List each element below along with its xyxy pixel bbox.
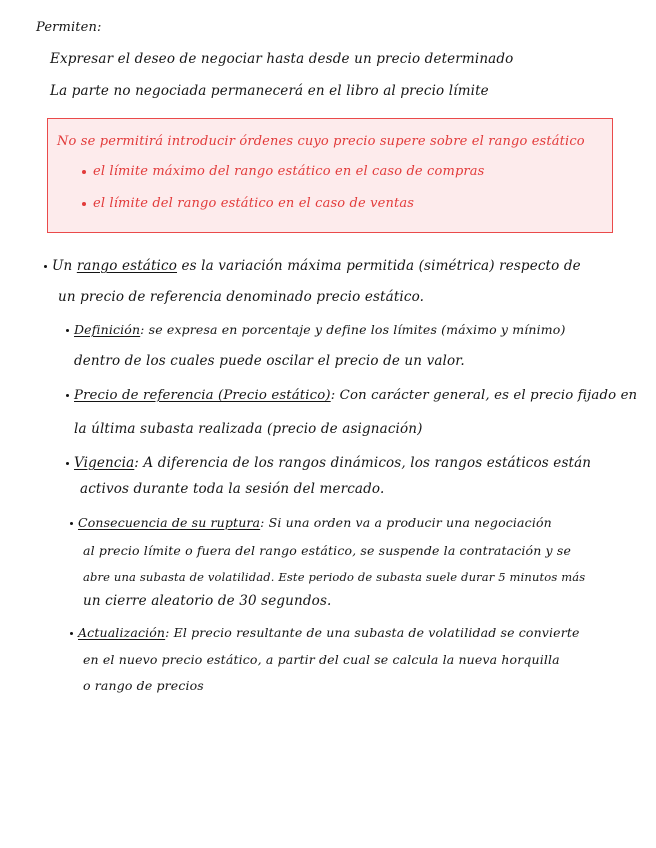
item-consecuencia-line-2: al precio límite o fuera del rango estático, se suspende la contratación y se	[83, 543, 572, 558]
item-actualizacion-line-2: en el nuevo precio estático, a partir del cual se calcula la nueva horquilla	[83, 652, 560, 667]
item-definicion-line-2: dentro de los cuales puede oscilar el precio de un valor.	[74, 353, 465, 369]
definition-line-2: un precio de referencia denominado precio estático.	[58, 289, 425, 305]
item-definicion-term: Definición	[74, 322, 141, 337]
bullet-icon	[66, 329, 69, 332]
bullet-icon	[44, 265, 47, 268]
item-actualizacion-term: Actualización	[78, 625, 166, 640]
item-vigencia-line-1	[66, 455, 591, 471]
definition-term: rango estático	[76, 258, 178, 274]
bullet-icon	[66, 394, 69, 397]
notice-bullet-2	[82, 196, 414, 211]
item-precio-term: Precio de referencia (Precio estático)	[74, 388, 331, 403]
notice-bullet-1-text: el límite máximo del rango estático en el caso de compras	[93, 164, 485, 179]
bullet-icon	[82, 202, 86, 206]
notice-bullet-1	[82, 164, 485, 179]
bullet-icon	[70, 522, 73, 525]
item-consecuencia-line-4: un cierre aleatorio de 30 segundos.	[83, 593, 332, 609]
intro-line-2: La parte no negociada permanecerá en el libro al precio límite	[50, 83, 489, 99]
item-consecuencia-term: Consecuencia de su ruptura	[78, 515, 261, 530]
bullet-icon	[66, 462, 69, 465]
definition-line-1-rest: es la variación máxima permitida (simétrica) respecto de	[181, 258, 581, 274]
item-definicion-rest: : se expresa en porcentaje y define los límites (máximo y mínimo)	[140, 322, 566, 337]
item-vigencia-line-2: activos durante toda la sesión del mercado.	[80, 481, 385, 497]
item-precio-rest: : Con carácter general, es el precio fijado en	[330, 388, 638, 403]
item-actualizacion-rest: : El precio resultante de una subasta de volatilidad se convierte	[165, 625, 580, 640]
item-actualizacion-line-1	[70, 625, 580, 640]
bullet-icon	[70, 632, 73, 635]
item-precio-line-1	[66, 388, 637, 403]
page-heading: Permiten:	[36, 20, 102, 35]
notice-line: No se permitirá introducir órdenes cuyo precio supere sobre el rango estático	[57, 134, 585, 149]
item-consecuencia-line-1	[70, 515, 552, 530]
notice-bullet-2-text: el límite del rango estático en el caso de ventas	[93, 196, 415, 211]
item-actualizacion-line-3-text: o rango de precios	[83, 678, 204, 693]
item-precio-line-2: la última subasta realizada (precio de asignación)	[74, 421, 423, 437]
item-vigencia-term: Vigencia	[74, 455, 135, 471]
definition-prefix: Un	[52, 258, 73, 274]
item-consecuencia-line-3: abre una subasta de volatilidad. Este periodo de subasta suele durar 5 minutos más	[83, 570, 586, 584]
bullet-icon	[82, 170, 86, 174]
item-actualizacion-line-3	[83, 678, 204, 693]
item-definicion-line-1	[66, 322, 565, 337]
item-consecuencia-rest: : Si una orden va a producir una negociación	[260, 515, 552, 530]
intro-line-1: Expresar el deseo de negociar hasta desde un precio determinado	[50, 51, 514, 67]
item-vigencia-rest: : A diferencia de los rangos dinámicos, los rangos estáticos están	[134, 455, 592, 471]
definition-line-1	[44, 258, 581, 274]
